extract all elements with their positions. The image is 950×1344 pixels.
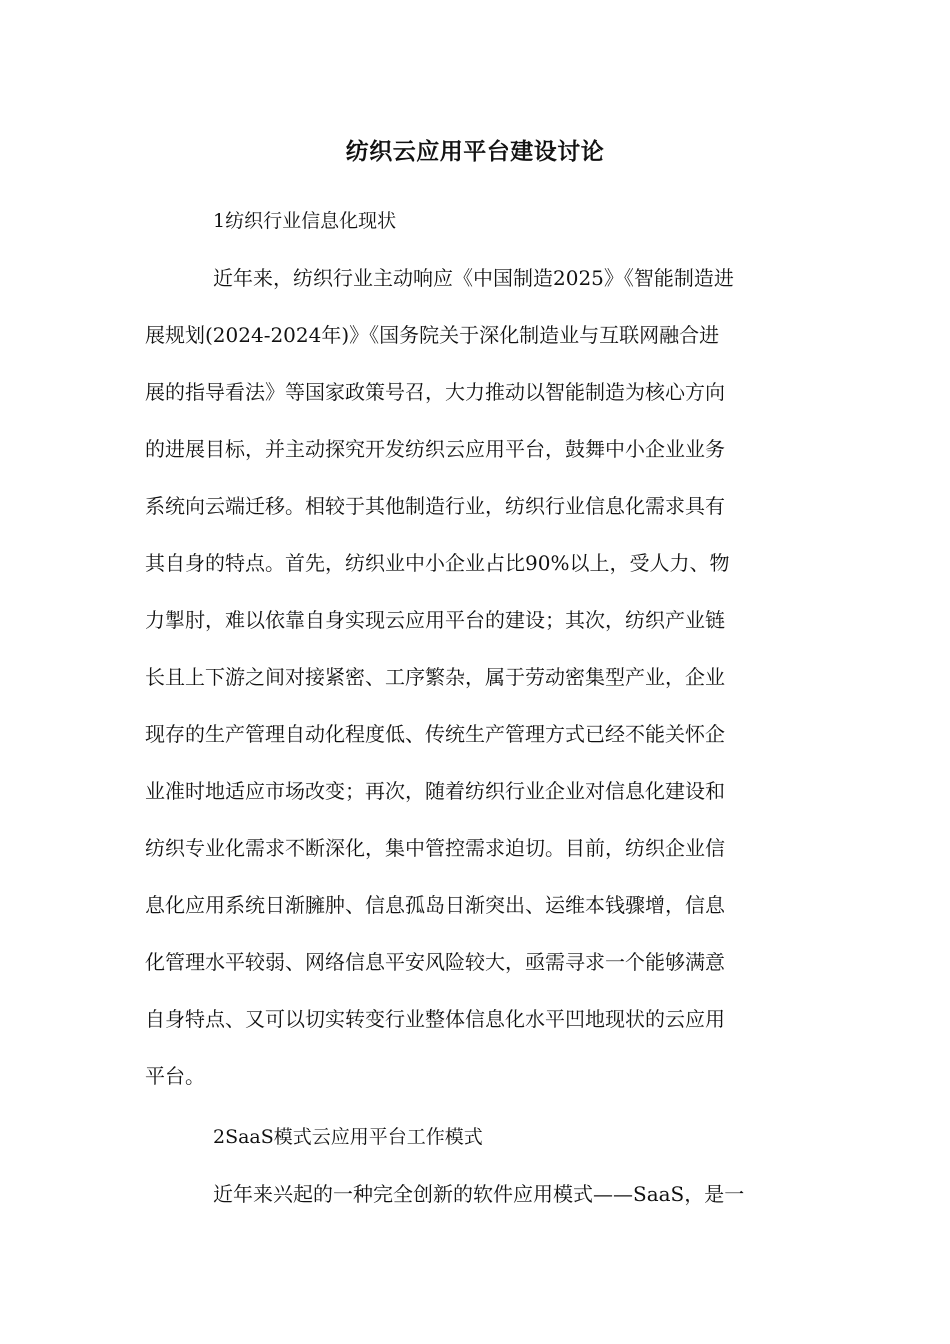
paragraph-line: 业准时地适应市场改变；再次，随着纺织行业企业对信息化建设和 [145,779,725,803]
paragraph-line: 的进展目标，并主动探究开发纺织云应用平台，鼓舞中小企业业务 [145,437,725,461]
paragraph-line: 力掣肘，难以依靠自身实现云应用平台的建设；其次，纺织产业链 [145,608,725,632]
paragraph-line: 近年来兴起的一种完全创新的软件应用模式——SaaS，是一 [213,1182,745,1206]
document-title: 纺织云应用平台建设讨论 [345,139,605,165]
paragraph-line: 平台。 [145,1064,205,1088]
paragraph-line: 化管理水平较弱、网络信息平安风险较大，亟需寻求一个能够满意 [145,950,725,974]
section-heading-2: 2SaaS模式云应用平台工作模式 [213,1126,483,1148]
section-heading-1: 1纺织行业信息化现状 [213,210,397,232]
paragraph-line: 其自身的特点。首先，纺织业中小企业占比90%以上，受人力、物 [145,551,730,575]
paragraph-line: 展的指导看法》等国家政策号召，大力推动以智能制造为核心方向 [145,380,725,404]
paragraph-line: 纺织专业化需求不断深化，集中管控需求迫切。目前，纺织企业信 [145,836,725,860]
paragraph-line: 现存的生产管理自动化程度低、传统生产管理方式已经不能关怀企 [145,722,725,746]
paragraph-line: 系统向云端迁移。相较于其他制造行业，纺织行业信息化需求具有 [145,494,725,518]
paragraph-line: 自身特点、又可以切实转变行业整体信息化水平凹地现状的云应用 [145,1007,725,1031]
paragraph-line: 长且上下游之间对接紧密、工序繁杂，属于劳动密集型产业，企业 [145,665,725,689]
paragraph-line: 展规划(2024-2024年)》《国务院关于深化制造业与互联网融合进 [145,323,720,347]
paragraph-line: 息化应用系统日渐臃肿、信息孤岛日渐突出、运维本钱骤增，信息 [145,893,725,917]
paragraph-line: 近年来，纺织行业主动响应《中国制造2025》《智能制造进 [213,266,734,290]
